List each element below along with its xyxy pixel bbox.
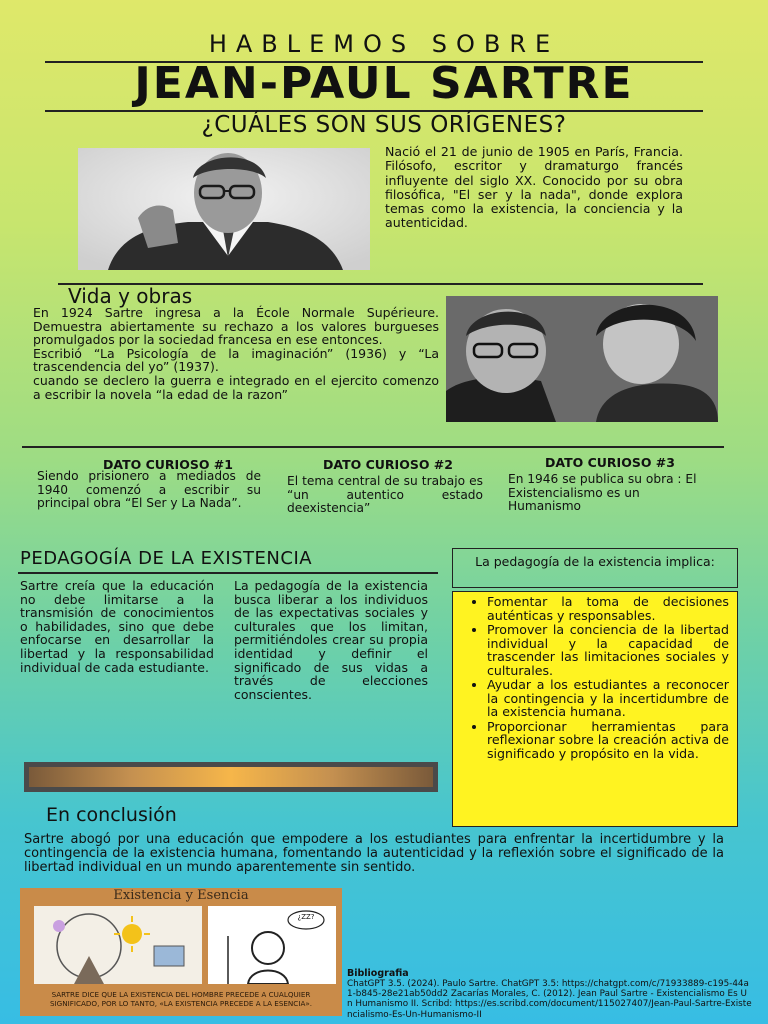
collage-drawing-2: [208, 906, 336, 984]
pedagogia-box-header: La pedagogía de la existencia implica:: [452, 548, 738, 588]
pedagogia-bullet-list: [453, 595, 737, 760]
dato-3-text: En 1946 se publica su obra : El Existencialismo es un Humanismo: [508, 472, 697, 514]
dato-1-text: Siendo prisionero a mediados de 1940 comenzó a escribir su principal obra “El Ser y La Nada”.: [37, 469, 261, 511]
divider-pedagogia: [18, 572, 438, 574]
dato-1-title: DATO CURIOSO #1: [103, 457, 233, 472]
kicker-text: HABLEMOS SOBRE: [208, 30, 560, 58]
page-title: JEAN-PAUL SARTRE: [134, 58, 634, 109]
vida-paragraph-3: cuando se declero la guerra e integrado en el ejercito comenzo a escribir la novela “la edad de la razon”: [33, 372, 439, 402]
dato-3-title: DATO CURIOSO #3: [545, 455, 675, 470]
pedagogia-column-2: La pedagogía de la existencia busca liberar a los individuos de las expectativas sociales y culturales que los limitan, permitiéndoles crear su propia identidad y definir el significado de sus vidas a través de elecciones conscientes.: [234, 578, 428, 702]
origins-paragraph: Nació el 21 de junio de 1905 en París, Francia. Filósofo, escritor y dramaturgo francés influyente del siglo XX. Conocido por su obra filosófica, "El ser y la nada", donde explora temas como la existencia, la conciencia y la autenticidad.: [385, 144, 683, 231]
vida-paragraph-1: En 1924 Sartre ingresa a la École Normale Supérieure. Demuestra abiertamente su rechazo a los valores burgueses promulgados por la sociedad francesa en ese entonces.: [33, 305, 439, 348]
pedagogia-column-1: Sartre creía que la educación no debe limitarse a la transmisión de conocimientos o habilidades, sino que debe enfocarse en desarrollar la libertad y la responsabilidad individual de cada estudiante.: [20, 578, 214, 675]
list-item: • Fomentar la toma de decisiones auténticas y responsables.: [487, 595, 729, 622]
bibliografia-heading: Bibliografia: [347, 968, 409, 979]
list-item: • Ayudar a los estudiantes a reconocer la contingencia y la incertidumbre de la existencia humana.: [487, 678, 729, 719]
bibliografia-text: ChatGPT 3.5. (2024). Paulo Sartre. ChatGPT 3.5: https://chatgpt.com/c/71933889-c195-44a1-b845-28e21ab50dd2 Zacarías Morales, C. (2012). Jean Paul Sartre - Existencialismo Es Un Humanismo II. Scribd: https://es.scribd.com/document/115027407/Jean-Paul-Sartre-Existencialismo-Es-Un-Humanismo-II: [347, 979, 752, 1020]
divider-datos: [22, 446, 724, 448]
conclusion-heading: En conclusión: [46, 804, 177, 826]
sartre-portrait-photo: [78, 148, 370, 270]
vida-heading: Vida y obras: [68, 284, 193, 308]
section-title-origins: ¿CUÁLES SON SUS ORÍGENES?: [201, 112, 567, 138]
collage-drawing-1: [34, 906, 202, 984]
dato-2-text: El tema central de su trabajo es “un autentico estado deexistencia”: [287, 474, 483, 516]
vida-text: [33, 306, 439, 401]
collage-thought-bubble: ¿ZZ?: [297, 913, 315, 921]
collage-caption: SARTRE DICE QUE LA EXISTENCIA DEL HOMBRE PRECEDE A CUALQUIER SIGNIFICADO, POR LO TANTO, «LA EXISTENCIA PRECEDE A LA ESENCIA».: [49, 990, 313, 1008]
vida-paragraph-2: Escribió “La Psicología de la imaginación” (1936) y “La trascendencia del yo” (1937).: [33, 345, 439, 375]
collage-title: Existencia y Esencia: [113, 888, 249, 903]
conclusion-text: Sartre abogó por una educación que empodere a los estudiantes para enfrentar la incertidumbre y la contingencia de la existencia humana, fomentando la autenticidad y la reflexión sobre el significado de la libertad individual en un mundo aparentemente sin sentido.: [24, 832, 724, 876]
sartre-beauvoir-photo: [446, 296, 718, 422]
list-item: • Promover la conciencia de la libertad individual y la capacidad de trascender las limitaciones sociales y culturales.: [487, 623, 729, 677]
decorative-accent-bar: [24, 762, 438, 792]
pedagogia-bullets-box: [452, 591, 738, 827]
existencia-esencia-collage: [20, 888, 342, 1016]
pedagogia-heading: PEDAGOGÍA DE LA EXISTENCIA: [20, 548, 313, 569]
list-item: • Proporcionar herramientas para reflexionar sobre la creación activa de significado y propósito en la vida.: [487, 720, 729, 761]
dato-2-title: DATO CURIOSO #2: [323, 457, 453, 472]
